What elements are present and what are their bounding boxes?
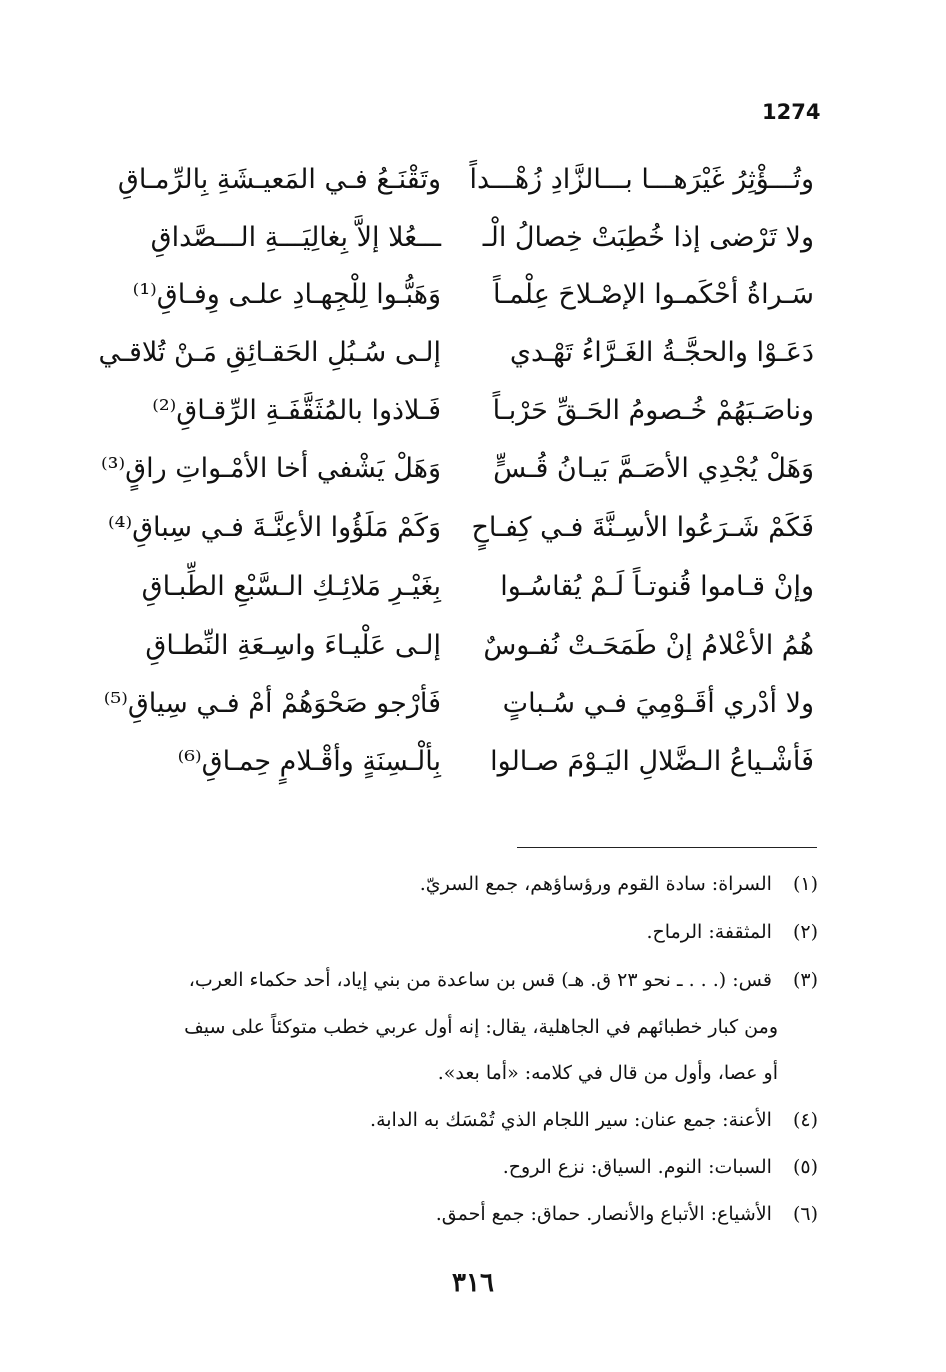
verse-second-hemistich: وَهَلْ يَشْفي أخا الأمْـواتِ راقٍ⁽³⁾ xyxy=(101,453,441,484)
verse-first-hemistich: فَأشْـياعُ الـضَّلالِ اليَـوْمَ صـالوا xyxy=(490,746,814,777)
footnote xyxy=(118,918,818,946)
page-number-bottom: ٣١٦ xyxy=(452,1268,494,1298)
footnote-number: (٦) xyxy=(792,1203,818,1225)
verse-first-hemistich: ولا أدْري أقَـوْمِيَ فـي سُـباتٍ xyxy=(502,688,814,719)
footnote-text: الأشياع: الأتباع والأنصار. حماق: جمع أحمق. xyxy=(435,1203,772,1225)
verse-second-hemistich: وَهَبُّـوا لِلْجِهـادِ علـى وِفـاقِ⁽¹⁾ xyxy=(132,279,441,310)
verse-second-hemistich: ـــعُلا إلاَّ بِغالِيَـــةِ الـــصَّداقِ xyxy=(150,222,441,253)
verse-first-hemistich: فَكَمْ شَـرَعُوا الأسِـنَّةَ فـي كِفـاحٍ xyxy=(471,512,814,543)
verse-first-hemistich: ولا تَرْضى إذا خُطِبَتْ خِصالُ الْـ xyxy=(482,222,814,253)
verse-first-hemistich: وَهَلْ يُجْدِي الأصَـمَّ بَيـانُ قُـسٍّ xyxy=(493,453,814,484)
footnote-text: قس: (. . . ـ نحو ٢٣ ق. هـ) قس بن ساعدة من بني إياد، أحد حكماء العرب، xyxy=(188,969,772,991)
footnote-separator xyxy=(517,847,817,848)
verse-first-hemistich: وتُـــؤْثِرُ غَيْرَهـــا بـــالزَّادِ زُهْـــداً xyxy=(469,164,814,195)
verse-second-hemistich: فَأرْجو صَحْوَهُمْ أمْ فـي سِياقِ⁽⁵⁾ xyxy=(103,688,441,719)
verse-second-hemistich: وتَقْنَـعُ فـي المَعيـشَةِ بِالرِّمـاقِ xyxy=(117,164,441,195)
footnote-continuation: أو عصا، وأول من قال في كلامه: «أما بعد». xyxy=(437,1062,778,1084)
verse-first-hemistich: سَـراةُ أحْكَمـوا الإصْـلاحَ عِلْمـاً xyxy=(493,279,814,310)
footnote xyxy=(118,1153,818,1181)
verse-second-hemistich: بِغَيْـرِ مَلائِـكِ الـسَّبْعِ الطِّبـاقِ xyxy=(141,571,441,602)
footnote-text: السراة: سادة القوم ورؤساؤهم، جمع السريّ. xyxy=(419,873,772,895)
footnote-number: (٥) xyxy=(792,1156,818,1178)
footnote xyxy=(118,1200,818,1228)
footnote-number: (١) xyxy=(792,873,818,895)
footnote xyxy=(118,870,818,898)
verse-first-hemistich: وإنْ قـاموا قُنوتـاً لَـمْ يُقاسُـوا xyxy=(500,571,814,602)
footnote-text: المثقفة: الرماح. xyxy=(646,921,772,943)
footnote-number: (٣) xyxy=(792,969,818,991)
footnote-continuation: ومن كبار خطبائهم في الجاهلية، يقال: إنه أول عربي خطب متوكئاً على سيف xyxy=(184,1016,778,1038)
verse-second-hemistich: إلـى عَلْيـاءَ واسِـعَةِ النِّطـاقِ xyxy=(145,630,441,661)
verse-first-hemistich: هُمُ الأعْلامُ إنْ طَمَحَـتْ نُفـوسٌ xyxy=(483,630,814,661)
footnote-text: السبات: النوم. السياق: نزع الروح. xyxy=(502,1156,772,1178)
verse-first-hemistich: وناصَـبَهُمْ خُـصومُ الحَـقِّ حَرْبـاً xyxy=(492,395,814,426)
verse-second-hemistich: بِألْـسِنَةٍ وأقْـلامٍ حِمـاقِ⁽⁶⁾ xyxy=(177,746,441,777)
footnote xyxy=(118,1106,818,1134)
footnote xyxy=(118,966,818,994)
footnote-number: (٤) xyxy=(792,1109,818,1131)
footnote-number: (٢) xyxy=(792,921,818,943)
verse-second-hemistich: فَـلاذوا بالمُثَقَّفَـةِ الرِّقـاقِ⁽²⁾ xyxy=(152,395,441,426)
footnote-text: الأعنة: جمع عنان: سير اللجام الذي تُمْسَك به الدابة. xyxy=(370,1109,772,1131)
verse-second-hemistich: إلـى سُـبُلِ الحَقـائِقِ مَـنْ تُلاقـي xyxy=(98,337,441,368)
verse-first-hemistich: دَعَـوْا والحجَّـةُ الغَـرَّاءُ تَهْـدي xyxy=(509,337,814,368)
verse-second-hemistich: وَكَمْ مَلَؤُوا الأعِنَّـةَ فـي سِباقِ⁽⁴⁾ xyxy=(108,512,441,543)
page-number-top: 1274 xyxy=(762,100,821,124)
